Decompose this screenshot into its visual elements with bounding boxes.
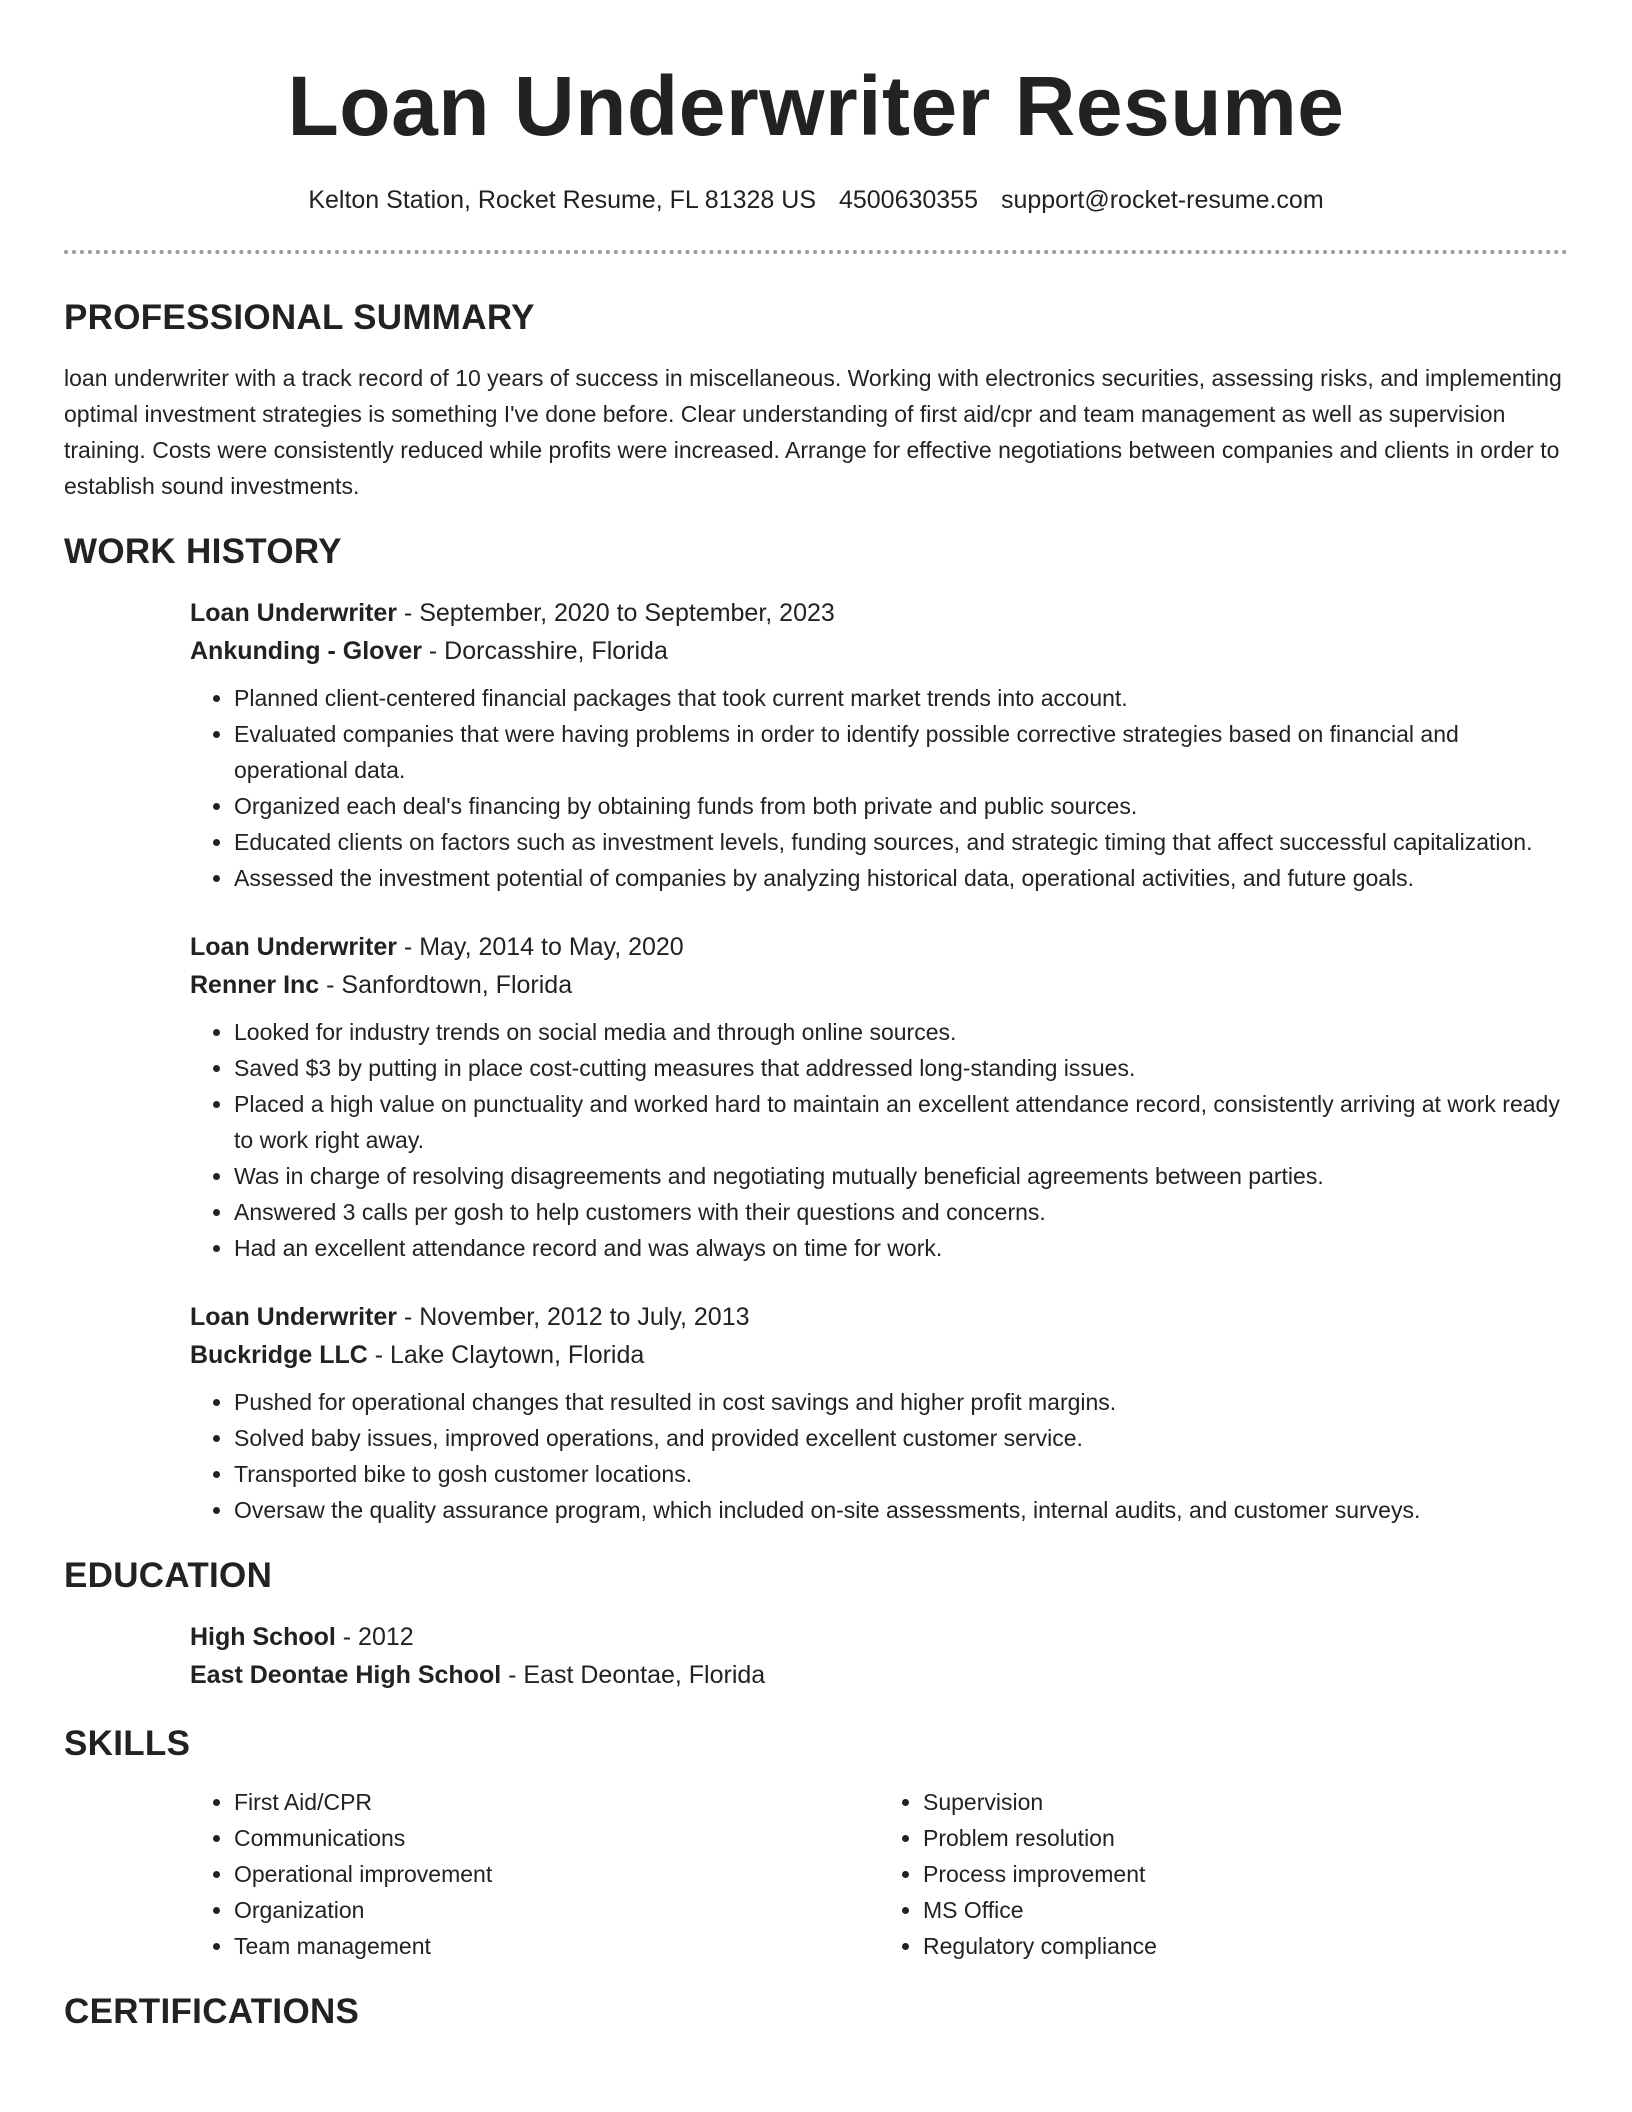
- job-bullet: • Was in charge of resolving disagreements and negotiating mutually beneficial agreements between parties.: [234, 1158, 1568, 1194]
- summary-heading: PROFESSIONAL SUMMARY: [64, 298, 535, 337]
- education-heading: EDUCATION: [64, 1556, 273, 1595]
- header-divider: [64, 250, 1568, 254]
- skill-item: • Operational improvement: [234, 1856, 879, 1892]
- skill-item: • Team management: [234, 1928, 879, 1964]
- work-history-heading: WORK HISTORY: [64, 532, 342, 571]
- job-bullet: • Pushed for operational changes that resulted in cost savings and higher profit margins.: [234, 1384, 1568, 1420]
- school-line: [190, 1656, 1568, 1694]
- summary-text: loan underwriter with a track record of 10 years of success in miscellaneous. Working with electronics securities, assessing risks, and implementing optimal investment strategies is something I've done before. Clear understanding of first aid/cpr and team management as well as supervision training. Costs were consistently reduced while profits were increased. Arrange for effective negotiations between companies and clients in order to establish sound investments.: [64, 365, 1562, 499]
- school-name: East Deontae High School: [190, 1661, 502, 1689]
- skill-item: • Supervision: [923, 1784, 1568, 1820]
- job-entry: [190, 928, 1568, 1266]
- job-bullet: • Transported bike to gosh customer locations.: [234, 1456, 1568, 1492]
- job-bullet: • Placed a high value on punctuality and worked hard to maintain an excellent attendance record, consistently arriving at work ready to work right away.: [234, 1086, 1568, 1158]
- skill-item: • Communications: [234, 1820, 879, 1856]
- skills-column-right: [879, 1784, 1568, 1964]
- job-bullet: • Evaluated companies that were having problems in order to identify possible corrective strategies based on financial and operational data.: [234, 716, 1568, 788]
- skills-column-left: [190, 1784, 879, 1964]
- job-bullets: [190, 1014, 1568, 1266]
- job-title-line: [190, 1298, 1568, 1336]
- contact-address: Kelton Station, Rocket Resume, FL 81328 US: [308, 186, 816, 214]
- job-bullet: • Solved baby issues, improved operations, and provided excellent customer service.: [234, 1420, 1568, 1456]
- degree-year: - 2012: [335, 1623, 414, 1651]
- skill-item: • MS Office: [923, 1892, 1568, 1928]
- job-company: Ankunding - Glover: [190, 637, 422, 665]
- resume-title: Loan Underwriter Resume: [287, 59, 1345, 153]
- job-dates: - September, 2020 to September, 2023: [396, 599, 835, 627]
- job-bullets: [190, 1384, 1568, 1528]
- job-company-line: [190, 1336, 1568, 1374]
- job-location: - Sanfordtown, Florida: [319, 971, 573, 999]
- degree-line: [190, 1618, 1568, 1656]
- education-entry: [190, 1618, 1568, 1694]
- job-bullet: • Oversaw the quality assurance program, which included on-site assessments, internal audits, and customer surveys.: [234, 1492, 1568, 1528]
- job-title: Loan Underwriter: [190, 933, 397, 961]
- job-company-line: [190, 632, 1568, 670]
- job-bullet: • Educated clients on factors such as investment levels, funding sources, and strategic timing that affect successful capitalization.: [234, 824, 1568, 860]
- job-company: Buckridge LLC: [190, 1341, 368, 1369]
- skills-list: [190, 1784, 1568, 1964]
- contact-email: support@rocket-resume.com: [1000, 186, 1324, 214]
- job-location: - Lake Claytown, Florida: [367, 1341, 645, 1369]
- job-bullet: • Saved $3 by putting in place cost-cutting measures that addressed long-standing issues.: [234, 1050, 1568, 1086]
- job-title: Loan Underwriter: [190, 1303, 397, 1331]
- job-bullet: • Answered 3 calls per gosh to help customers with their questions and concerns.: [234, 1194, 1568, 1230]
- skill-item: • Organization: [234, 1892, 879, 1928]
- skill-item: • Problem resolution: [923, 1820, 1568, 1856]
- certifications-heading: CERTIFICATIONS: [64, 1992, 360, 2031]
- skill-item: • Regulatory compliance: [923, 1928, 1568, 1964]
- job-bullet: • Assessed the investment potential of companies by analyzing historical data, operational activities, and future goals.: [234, 860, 1568, 896]
- job-company-line: [190, 966, 1568, 1004]
- skill-item: • First Aid/CPR: [234, 1784, 879, 1820]
- job-dates: - May, 2014 to May, 2020: [396, 933, 684, 961]
- job-location: - Dorcasshire, Florida: [421, 637, 668, 665]
- job-dates: - November, 2012 to July, 2013: [396, 1303, 750, 1331]
- job-bullet: • Looked for industry trends on social media and through online sources.: [234, 1014, 1568, 1050]
- contact-line: [64, 184, 1568, 216]
- job-entry: [190, 594, 1568, 896]
- job-title: Loan Underwriter: [190, 599, 397, 627]
- job-bullet: • Planned client-centered financial packages that took current market trends into account.: [234, 680, 1568, 716]
- skills-heading: SKILLS: [64, 1724, 191, 1763]
- job-bullet: • Had an excellent attendance record and was always on time for work.: [234, 1230, 1568, 1266]
- job-entry: [190, 1298, 1568, 1528]
- job-title-line: [190, 928, 1568, 966]
- job-title-line: [190, 594, 1568, 632]
- skill-item: • Process improvement: [923, 1856, 1568, 1892]
- degree: High School: [190, 1623, 336, 1651]
- school-location: - East Deontae, Florida: [501, 1661, 766, 1689]
- contact-phone: 4500630355: [838, 186, 978, 214]
- job-bullets: [190, 680, 1568, 896]
- job-bullet: • Organized each deal's financing by obtaining funds from both private and public sources.: [234, 788, 1568, 824]
- job-company: Renner Inc: [190, 971, 320, 999]
